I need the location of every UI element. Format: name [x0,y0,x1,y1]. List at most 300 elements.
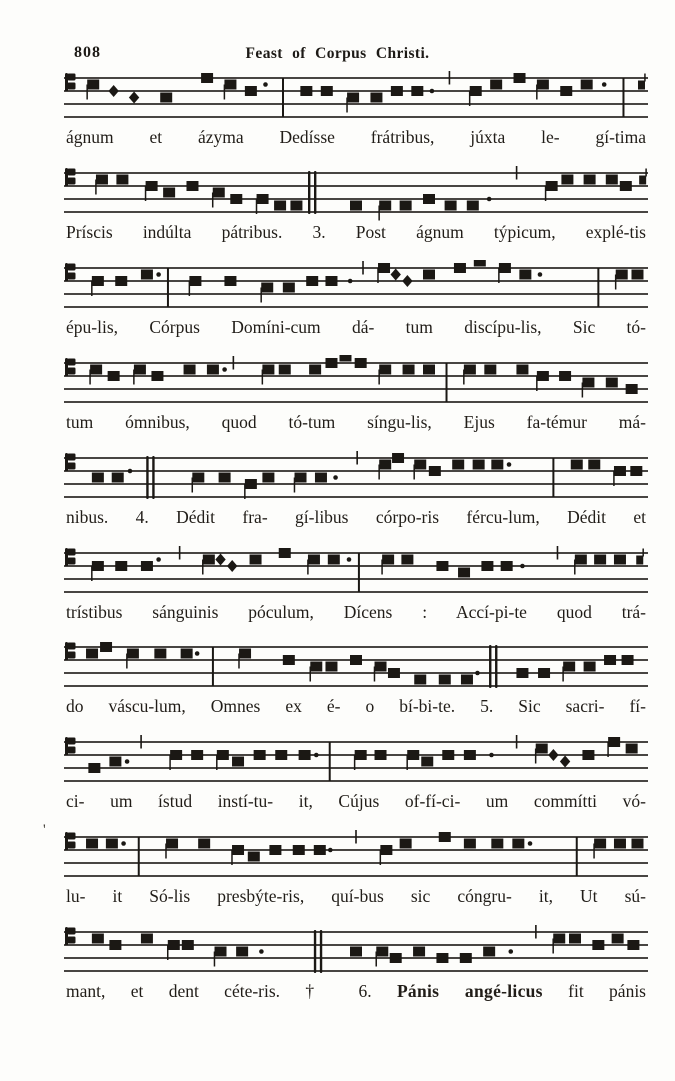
staff-line [64,780,648,782]
punctum-note [582,750,594,760]
mora-dot [195,652,200,657]
chant-system [64,924,648,1016]
c-clef-icon [68,168,76,175]
punctum-note [575,554,587,564]
lyric-bold-segment: Pánis angé-licus [396,981,543,1002]
punctum-note [631,839,643,849]
neume-stem [593,844,595,859]
staff-line [64,578,648,580]
neume-stem [378,464,380,479]
c-clef-icon [68,453,76,460]
lyric-segment: do váscu-lum, Omnes ex é- o bí-bi-te. 5. Sic sacri- fí- [66,696,646,717]
punctum-note [481,561,493,571]
staff-line [64,767,648,769]
page-title: Feast of Corpus Christi. [245,45,430,62]
punctum-note [192,472,204,482]
neume-stem [498,268,500,283]
punctum-note [626,384,638,394]
punctum-note [429,466,441,476]
punctum-note [86,649,98,659]
staff-line [64,957,648,959]
punctum-note [470,86,482,96]
punctum-note [321,86,333,96]
mora-dot [489,753,494,758]
double-bar-line [152,456,154,499]
c-clef-icon [68,74,76,81]
punctum-note [519,269,531,279]
punctum-note [232,757,244,767]
punctum-note [350,947,362,957]
neume-stem [381,559,383,574]
full-bar-line [446,363,448,402]
staff-line [64,172,648,174]
neume-stem [244,484,246,499]
staff-line [64,944,648,946]
custos-mark [644,74,646,82]
chant-system [64,545,648,637]
punctum-note [112,472,124,482]
quarter-bar-line [449,71,451,85]
neume-stem [165,844,167,859]
punctum-note [308,554,320,564]
chant-staff [64,829,648,891]
punctum-note [569,934,581,944]
quarter-bar-line [535,925,537,939]
punctum-note [96,174,108,184]
punctum-note [388,668,400,678]
diamond-note [215,553,225,565]
diamond-note [402,275,412,287]
punctum-note [283,655,295,665]
c-clef-icon [68,462,76,469]
lyric-line [66,883,646,911]
punctum-note [236,947,248,957]
diamond-note [129,92,139,104]
staff-line [64,280,648,282]
punctum-note [582,377,594,387]
punctum-note [379,200,391,210]
punctum-note [537,371,549,381]
neume-stem [375,952,377,967]
punctum-note [407,750,419,760]
custos-mark [645,168,647,176]
punctum-note [464,364,476,374]
quarter-bar-line [362,261,364,275]
punctum-note [375,662,387,672]
neume-stem [238,654,240,669]
punctum-note [309,364,321,374]
neume-stem [86,85,88,100]
staff-line [64,483,648,485]
punctum-note [536,744,548,754]
quarter-bar-line [557,546,559,560]
punctum-note [401,554,413,564]
chant-system [64,165,648,257]
quarter-bar-line [355,830,357,844]
punctum-note [262,472,274,482]
punctum-note [86,839,98,849]
quarter-bar-line [516,735,518,749]
neume-stem [224,85,226,100]
punctum-note [614,466,626,476]
neume-stem [615,274,617,289]
chant-system [64,829,648,921]
punctum-note [355,750,367,760]
punctum-note [274,200,286,210]
quarter-bar-line [516,166,518,180]
punctum-note [300,86,312,96]
neume-stem [169,755,171,770]
neume-stem [95,179,97,194]
punctum-note [588,459,600,469]
neume-stem [202,559,204,574]
lyric-segment: mant, et dent céte-ris. † 6. [66,981,397,1002]
mora-dot [538,272,543,277]
punctum-note [484,364,496,374]
c-clef-icon [68,177,76,184]
neume-stem [294,477,296,492]
quarter-bar-line [233,356,235,370]
punctum-note [315,472,327,482]
staff-line [64,931,648,933]
punctum-note [491,839,503,849]
punctum-note [538,668,550,678]
punctum-note [516,364,528,374]
lyric-segment: tum ómnibus, quod tó-tum síngu-lis, Ejus fa-témur má- [66,411,646,432]
quarter-bar-line [356,451,358,465]
neume-stem [307,559,309,574]
punctum-note [146,181,158,191]
chant-staff [64,450,648,512]
full-bar-line [552,458,554,497]
punctum-note [325,358,337,368]
punctum-note [620,181,632,191]
punctum-note [350,655,362,665]
punctum-note [279,548,291,558]
punctum-note [106,839,118,849]
punctum-note [314,845,326,855]
punctum-note [239,649,251,659]
neume-stem [354,755,356,770]
punctum-note [217,750,229,760]
punctum-note [392,453,404,463]
chant-staff [64,924,648,986]
punctum-note [245,86,257,96]
neume-stem [380,850,382,865]
lyric-segment: ci- um ístud instí-tu- it, Cújus of-fí-ci- um commítti vó- [66,791,646,812]
punctum-note [594,554,606,564]
mora-dot [128,468,133,473]
mora-dot [430,89,435,94]
punctum-note [186,181,198,191]
neume-stem [262,369,264,384]
lyric-line [66,219,646,247]
mora-dot [314,753,319,758]
punctum-note [224,276,236,286]
full-bar-line [212,647,214,686]
staff-line [64,875,648,877]
punctum-note [594,839,606,849]
lyric-line [66,314,646,342]
lyric-line [66,788,646,816]
c-clef-icon [68,937,76,944]
punctum-note [460,953,472,963]
punctum-note [224,80,236,90]
punctum-note [461,675,473,685]
punctum-note [571,459,583,469]
neume-stem [378,369,380,384]
punctum-note [421,757,433,767]
mora-dot [602,82,607,87]
staff-line [64,457,648,459]
punctum-note [490,80,502,90]
punctum-note [163,187,175,197]
punctum-note [100,642,112,652]
chant-system [64,70,648,162]
punctum-note [411,86,423,96]
neume-stem [552,939,554,954]
punctum-note [616,269,628,279]
punctum-note [339,355,351,362]
staff-line [64,77,648,79]
punctum-note [168,940,180,950]
neume-stem [536,85,538,100]
staff-line [64,862,648,864]
punctum-note [474,260,486,267]
chant-system [64,639,648,731]
mora-dot [121,841,126,846]
chant-system [64,450,648,542]
punctum-note [189,276,201,286]
c-clef-icon [68,652,76,659]
double-bar-line [308,171,310,214]
punctum-note [423,269,435,279]
punctum-note [350,200,362,210]
neume-stem [535,749,537,764]
punctum-note [207,364,219,374]
punctum-note [151,371,163,381]
lyric-line [66,124,646,152]
lyric-line [66,504,646,532]
c-clef-icon [68,367,76,374]
punctum-note [464,839,476,849]
punctum-note [606,377,618,387]
mora-dot [347,557,352,562]
punctum-note [454,263,466,273]
punctum-note [328,554,340,564]
lyric-line [66,978,646,1006]
c-clef-icon [68,263,76,270]
punctum-note [115,561,127,571]
punctum-note [376,947,388,957]
neume-stem [545,186,547,201]
lyric-segment: épu-lis, Córpus Domíni-cum dá- tum discípu-lis, Sic tó- [66,316,646,337]
mora-dot [333,475,338,480]
mora-dot [156,272,161,277]
neume-stem [231,850,233,865]
punctum-note [245,479,257,489]
neume-stem [613,471,615,486]
punctum-note [108,371,120,381]
punctum-note [559,371,571,381]
custos-mark [638,81,645,90]
neume-stem [562,667,564,682]
punctum-note [325,276,337,286]
punctum-note [561,174,573,184]
double-bar-line [495,645,497,688]
page-number: 808 [74,44,101,61]
punctum-note [423,364,435,374]
stray-ink-mark: ' [43,822,46,838]
neume-stem [536,376,538,391]
punctum-note [436,953,448,963]
c-clef-icon [68,548,76,555]
neume-stem [192,477,194,492]
neume-stem [582,382,584,397]
punctum-note [92,276,104,286]
punctum-note [581,80,593,90]
punctum-note [295,472,307,482]
punctum-note [92,472,104,482]
full-bar-line [358,553,360,592]
punctum-note [115,276,127,286]
neume-stem [214,952,216,967]
punctum-note [614,554,626,564]
neume-stem [189,281,191,296]
lyric-segment: lu- it Só-lis presbýte-ris, quí-bus sic cóngru- it, Ut sú- [66,886,646,907]
neume-stem [463,369,465,384]
mora-dot [520,563,525,568]
punctum-note [250,554,262,564]
staff-line [64,401,648,403]
punctum-note [109,757,121,767]
punctum-note [606,174,618,184]
c-clef-icon [68,842,76,849]
neume-stem [89,369,91,384]
punctum-note [232,845,244,855]
neume-stem [91,566,93,581]
punctum-note [458,567,470,577]
punctum-note [283,282,295,292]
mora-dot [259,949,264,954]
punctum-note [88,763,100,773]
punctum-note [390,953,402,963]
chant-staff [64,70,648,132]
punctum-note [622,655,634,665]
c-clef-icon [68,83,76,90]
punctum-note [553,934,565,944]
punctum-note [631,269,643,279]
punctum-note [378,263,390,273]
neume-stem [607,742,609,757]
punctum-note [584,174,596,184]
full-bar-line [167,268,169,307]
neume-stem [256,199,258,214]
punctum-note [423,194,435,204]
punctum-note [445,200,457,210]
neume-stem [309,667,311,682]
neume-stem [145,186,147,201]
punctum-note [370,93,382,103]
staff-line [64,267,648,269]
staff-line [64,673,648,675]
diamond-note [108,85,118,97]
double-bar-line [320,930,322,973]
double-bar-line [489,645,491,688]
staff-line [64,306,648,308]
punctum-note [141,561,153,571]
staff-line [64,552,648,554]
staff-line [64,970,648,972]
chant-staff [64,639,648,701]
staff-line [64,470,648,472]
punctum-note [141,269,153,279]
lyric-segment: fit pánis [542,981,646,1002]
lyric-line [66,693,646,721]
mora-dot [263,82,268,87]
punctum-note [626,744,638,754]
punctum-note [391,86,403,96]
punctum-note [325,662,337,672]
neume-stem [260,287,262,302]
punctum-note [375,750,387,760]
punctum-note [90,364,102,374]
chant-system [64,260,648,352]
c-clef-icon [68,272,76,279]
chant-staff [64,260,648,322]
punctum-note [400,200,412,210]
punctum-note [290,200,302,210]
punctum-note [299,750,311,760]
staff-line [64,686,648,688]
staff-line [64,198,648,200]
mora-dot [125,759,130,764]
staff-line [64,591,648,593]
neume-stem [91,281,93,296]
punctum-note [514,73,526,83]
punctum-note [608,737,620,747]
punctum-note [279,364,291,374]
punctum-note [182,940,194,950]
chant-staff [64,355,648,417]
punctum-note [215,947,227,957]
punctum-note [614,839,626,849]
full-bar-line [622,78,624,117]
punctum-note [109,940,121,950]
punctum-note [160,93,172,103]
punctum-note [442,750,454,760]
c-clef-icon [68,928,76,935]
chant-system [64,734,648,826]
punctum-note [439,832,451,842]
punctum-note [275,750,287,760]
full-bar-line [282,78,284,117]
punctum-note [134,364,146,374]
punctum-note [198,839,210,849]
punctum-note [170,750,182,760]
staff-line [64,293,648,295]
c-clef-icon [68,738,76,745]
punctum-note [380,845,392,855]
punctum-note [166,839,178,849]
neume-stem [469,91,471,106]
punctum-note [293,845,305,855]
c-clef-icon [68,747,76,754]
lyric-segment: trístibus sánguinis póculum, Dícens : Accí-pi-te quod trá- [66,601,646,622]
punctum-note [191,750,203,760]
lyric-line [66,409,646,437]
quarter-bar-line [140,735,142,749]
